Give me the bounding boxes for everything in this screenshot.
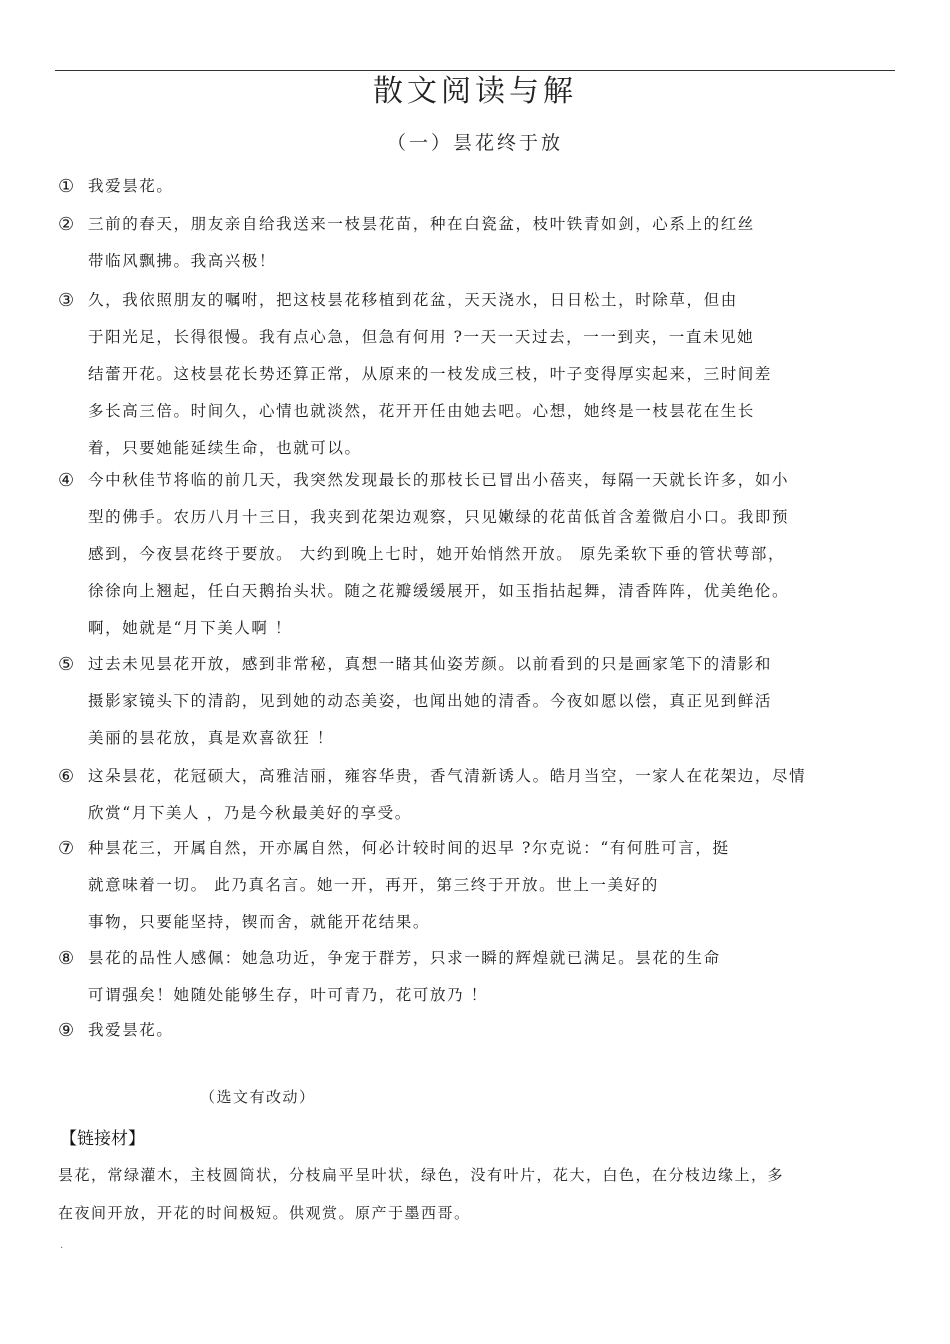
section-subtitle: （一）昙花终于放: [386, 132, 563, 154]
paragraph-line: 就意味着一切。 此乃真名言。她一开，再开，第三终于开放。世上一美好的: [88, 876, 659, 894]
paragraph-number: ①: [58, 176, 76, 197]
paragraph: [58, 206, 898, 280]
paragraph-line: 带临风飘拂。我高兴极！: [88, 252, 277, 270]
paragraph: [58, 830, 898, 941]
paragraph-line: 今中秋佳节将临的前几天，我突然发现最长的那枝长已冒出小蓓夹，每隔一天就长许多，如小: [88, 471, 790, 489]
paragraph-line: 多长高三倍。时间久，心情也就淡然，花开开任由她去吧。心想，她终是一枝昙花在生长: [88, 402, 755, 420]
paragraph-line: 徐徐向上翘起，任白天鹅抬头状。随之花瓣缓缓展开，如玉指拈起舞，清香阵阵，优美绝伦。: [88, 582, 790, 600]
paragraph-line: 型的佛手。农历八月十三日，我夹到花架边观察，只见嫩绿的花苗低首含羞微启小口。我即预: [88, 508, 790, 526]
paragraph-line: 啊，她就是“月下美人啊 ！: [88, 619, 293, 637]
paragraph-number: ⑨: [58, 1020, 76, 1041]
paragraph-line: 昙花的品性人感佩：她急功近，争宠于群芳，只求一瞬的辉煌就已满足。昙花的生命: [88, 949, 721, 967]
link-material-line: 在夜间开放，开花的时间极短。供观赏。原产于墨西哥。: [58, 1204, 471, 1222]
paragraph-number: ⑤: [58, 654, 76, 675]
page-title: 散文阅读与解: [373, 74, 577, 109]
paragraph-line: 可谓强矣！她随处能够生存，叶可青乃，花可放乃 ！: [88, 986, 488, 1004]
paragraph-number: ②: [58, 214, 76, 235]
paragraph-line: 这朵昙花，花冠硕大，高雅洁丽，雍容华贵，香气清新诱人。皓月当空，一家人在花架边，尽情: [88, 767, 807, 785]
paragraph-number: ⑧: [58, 948, 76, 969]
paragraph-number: ⑥: [58, 766, 76, 787]
paragraph-line: 摄影家镜头下的清韵，见到她的动态美姿，也闻出她的清香。今夜如愿以偿，真正见到鲜活: [88, 692, 773, 710]
paragraph-line: 我爱昙花。: [88, 177, 174, 195]
paragraph-line: 结蕾开花。这枝昙花长势还算正常，从原来的一枝发成三枝，叶子变得厚实起来，三时间差: [88, 365, 773, 383]
source-note: （选文有改动）: [200, 1088, 316, 1106]
paragraph-line: 于阳光足，长得很慢。我有点心急，但急有何用 ?一天一天过去，一一到夹，一直未见她: [88, 328, 755, 346]
paragraph-line: 美丽的昙花放，真是欢喜欲狂 ！: [88, 729, 334, 747]
paragraph-number: ⑦: [58, 838, 76, 859]
paragraph-number: ④: [58, 470, 76, 491]
paragraph-line: 欣赏“月下美人 ，乃是今秋最美好的享受。: [88, 804, 412, 822]
link-material-body: [58, 1156, 903, 1232]
paragraph-line: 久，我依照朋友的嘱咐，把这枝昙花移植到花盆，天天浇水，日日松土，时除草，但由: [88, 291, 738, 309]
paragraph-line: 事物，只要能坚持，锲而舍，就能开花结果。: [88, 913, 431, 931]
link-material-line: 昙花，常绿灌木，主枝圆筒状，分枝扁平呈叶状，绿色，没有叶片，花大，白色，在分枝边缘上，多: [58, 1166, 785, 1184]
paragraph: [58, 1012, 898, 1049]
paragraph-line: 感到，今夜昙花终于要放。 大约到晚上七时，她开始悄然开放。 原先柔软下垂的管状萼部，: [88, 545, 786, 563]
paragraph: [58, 462, 898, 647]
paragraph: [58, 282, 898, 467]
paragraph-line: 三前的春天，朋友亲自给我送来一枝昙花苗，种在白瓷盆，枝叶铁青如剑，心系上的红丝: [88, 215, 755, 233]
paragraph-line: 过去未见昙花开放，感到非常秘，真想一睹其仙姿芳颜。以前看到的只是画家笔下的清影和: [88, 655, 773, 673]
link-material-heading: 【链接材】: [60, 1129, 145, 1149]
footer-mark: .: [60, 1240, 64, 1251]
paragraph: [58, 168, 898, 205]
paragraph-line: 着，只要她能延续生命，也就可以。: [88, 439, 362, 457]
paragraph: [58, 940, 898, 1014]
paragraph-line: 种昙花三，开属自然，开亦属自然，何必计较时间的迟早 ?尔克说：“有何胜可言，挺: [88, 839, 730, 857]
paragraph: [58, 646, 898, 757]
paragraph-line: 我爱昙花。: [88, 1021, 174, 1039]
paragraph: [58, 758, 898, 832]
paragraph-number: ③: [58, 290, 76, 311]
